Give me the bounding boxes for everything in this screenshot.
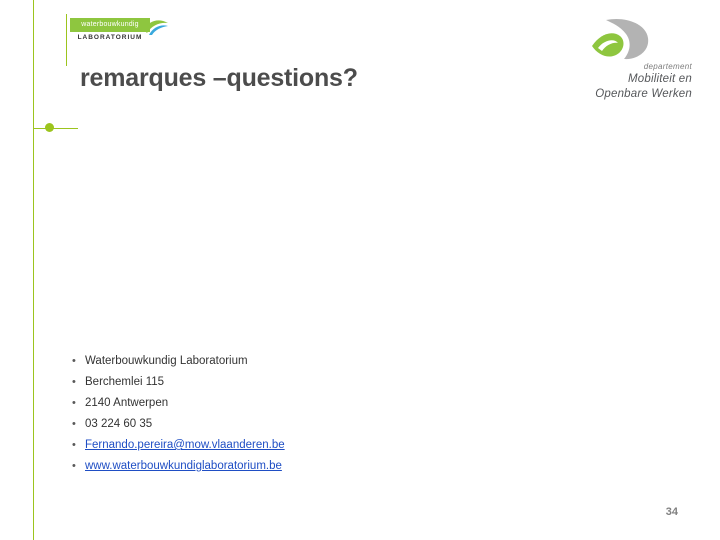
website-link[interactable]: www.waterbouwkundiglaboratorium.be xyxy=(85,460,282,472)
list-item xyxy=(72,415,592,436)
logo-sub-text: LABORATORIUM xyxy=(77,34,143,41)
list-item xyxy=(72,457,592,478)
list-bullet: • xyxy=(72,376,76,388)
logo-department-label: departement xyxy=(643,62,692,71)
logo-department-line1: Mobiliteit en xyxy=(628,73,692,85)
list-item xyxy=(72,436,592,457)
list-item-label: 03 224 60 35 xyxy=(85,418,153,430)
waterbouwkundig-laboratorium-logo xyxy=(70,16,170,52)
list-bullet: • xyxy=(72,397,76,409)
list-item-label: Berchemlei 115 xyxy=(85,376,165,388)
list-bullet: • xyxy=(72,460,76,472)
logo-name-text: waterbouwkundig xyxy=(81,21,139,28)
logo-name-box xyxy=(70,18,150,32)
wave-swoosh-icon xyxy=(143,16,169,36)
list-bullet: • xyxy=(72,418,76,430)
list-item xyxy=(72,373,592,394)
list-bullet: • xyxy=(72,355,76,367)
accent-dot xyxy=(45,123,54,132)
title-accent-rule xyxy=(33,128,78,129)
logo-department-line2: Openbare Werken xyxy=(595,88,692,100)
contact-list xyxy=(72,352,592,478)
list-item-label: 2140 Antwerpen xyxy=(85,397,169,409)
list-bullet: • xyxy=(72,439,76,451)
list-item-label: Waterbouwkundig Laboratorium xyxy=(85,355,248,367)
page-title: remarques –questions? xyxy=(80,64,358,92)
list-item xyxy=(72,352,592,373)
left-accent-rule xyxy=(33,0,34,540)
logo-accent-rule xyxy=(66,14,67,66)
list-item xyxy=(72,394,592,415)
flanders-lion-mark-icon xyxy=(586,18,654,62)
page-number: 34 xyxy=(665,506,678,518)
email-link[interactable]: Fernando.pereira@mow.vlaanderen.be xyxy=(85,439,285,451)
